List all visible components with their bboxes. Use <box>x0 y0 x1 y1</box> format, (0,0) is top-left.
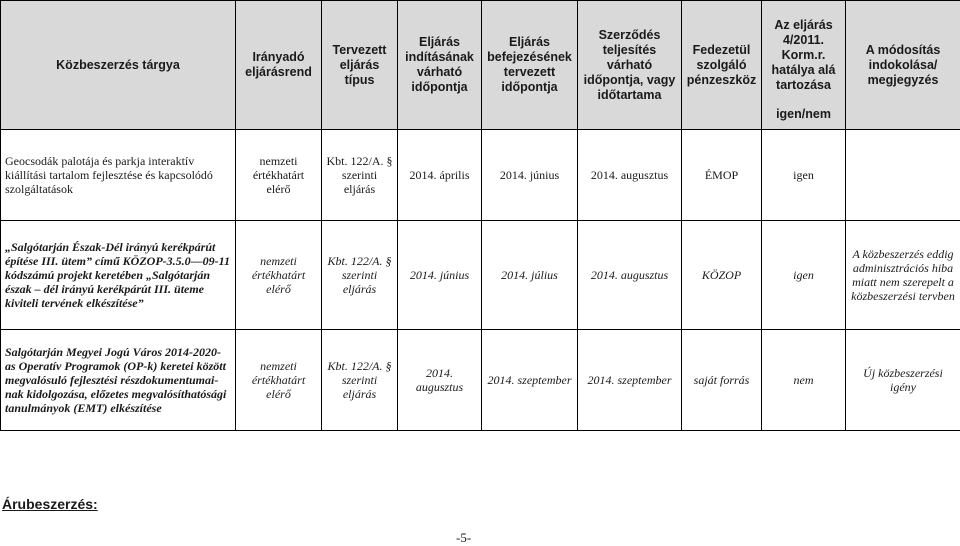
cell-end: 2014. június <box>482 130 578 221</box>
cell-end: 2014. szeptember <box>482 330 578 431</box>
cell-end: 2014. július <box>482 221 578 330</box>
cell-scope: igen <box>762 130 846 221</box>
cell-reason: Új közbeszerzési igény <box>846 330 960 431</box>
cell-procedure-type: Kbt. 122/A. § szerinti eljárás <box>322 130 398 221</box>
cell-contract: 2014. augusztus <box>578 221 682 330</box>
cell-scope: igen <box>762 221 846 330</box>
section-title: Árubeszerzés: <box>2 496 98 512</box>
cell-start: 2014. április <box>398 130 482 221</box>
table-header-row <box>1 1 960 130</box>
header-scope-label: Az eljárás 4/2011. Korm.r. hatálya alá tartozása <box>771 18 836 92</box>
header-procedure-rule: Irányadó eljárásrend <box>236 1 322 130</box>
cell-subject: Geocsodák palotája és parkja interaktív kiállítási tartalom fejlesztése és kapcsolódó szolgáltatások <box>1 130 236 221</box>
header-scope <box>762 1 846 130</box>
cell-start: 2014. június <box>398 221 482 330</box>
cell-reason <box>846 130 960 221</box>
cell-funding: KÖZOP <box>682 221 762 330</box>
cell-funding: ÉMOP <box>682 130 762 221</box>
header-procedure-type: Tervezett eljárás típus <box>322 1 398 130</box>
header-end: Eljárás befejezésének tervezett időpontja <box>482 1 578 130</box>
cell-scope: nem <box>762 330 846 431</box>
page-number: -5- <box>456 530 472 545</box>
header-reason: A módosítás indokolása/ megjegyzés <box>846 1 960 130</box>
cell-procedure-type: Kbt. 122/A. § szerinti eljárás <box>322 330 398 431</box>
cell-procedure-type: Kbt. 122/A. § szerinti eljárás <box>322 221 398 330</box>
cell-subject: Salgótarján Megyei Jogú Város 2014-2020-as Operatív Programok (OP-k) keretei között megvalósuló fejlesztési részdokumentumai-nak kidolgozása, előzetes megvalósíthatósági tanulmányok (EMT) elkészítése <box>1 330 236 431</box>
cell-funding: saját forrás <box>682 330 762 431</box>
header-funding: Fedezetül szolgáló pénzeszköz <box>682 1 762 130</box>
table-row <box>1 330 960 431</box>
cell-contract: 2014. augusztus <box>578 130 682 221</box>
cell-contract: 2014. szeptember <box>578 330 682 431</box>
cell-subject: „Salgótarján Észak-Dél irányú kerékpárút építése III. ütem” című KÖZOP-3.5.0—09-11 kódszámú projekt keretében „Salgótarján észak – dél irányú kerékpárút III. üteme kiviteli tervének elkészítése” <box>1 221 236 330</box>
cell-procedure-rule: nemzeti értékhatárt elérő <box>236 330 322 431</box>
header-start: Eljárás indításának várható időpontja <box>398 1 482 130</box>
header-scope-values: igen/nem <box>776 107 831 121</box>
cell-procedure-rule: nemzeti értékhatárt elérő <box>236 221 322 330</box>
cell-start: 2014. augusztus <box>398 330 482 431</box>
cell-reason: A közbeszerzés eddig adminisztrációs hiba miatt nem szerepelt a közbeszerzési tervben <box>846 221 960 330</box>
table-row <box>1 221 960 330</box>
cell-procedure-rule: nemzeti értékhatárt elérő <box>236 130 322 221</box>
table-row <box>1 130 960 221</box>
header-contract: Szerződés teljesítés várható időpontja, vagy időtartama <box>578 1 682 130</box>
header-subject: Közbeszerzés tárgya <box>1 1 236 130</box>
